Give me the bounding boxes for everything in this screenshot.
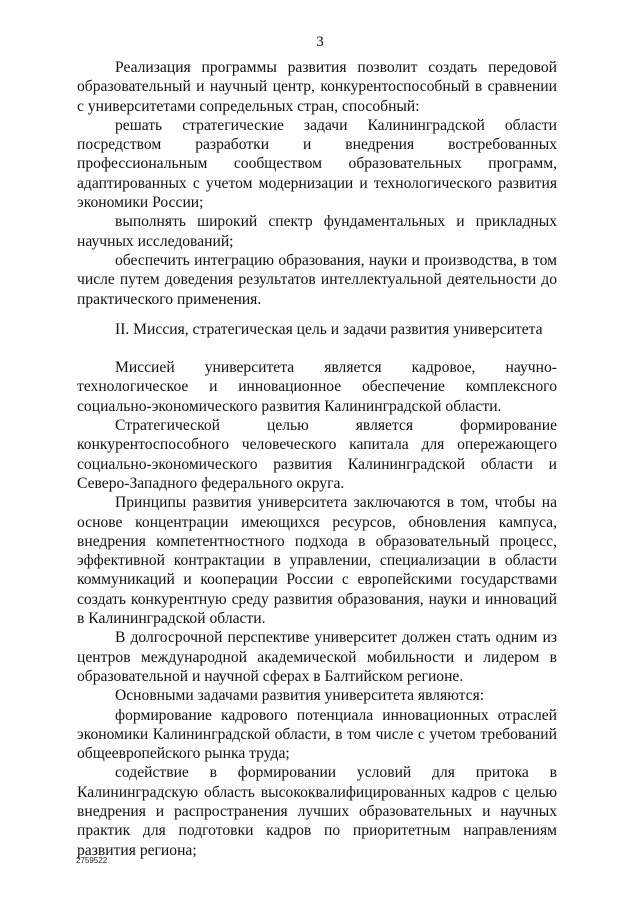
section-heading: II. Миссия, стратегическая цель и задачи развития университета	[115, 320, 543, 338]
paragraph-strategic-goal: Стратегической целью является формирование конкурентоспособного человеческого капитала для опережающего социально-экономического развития Калининградской области и Северо-Западного федерального округа.	[77, 417, 557, 492]
paragraph-intro: Реализация программы развития позволит создать передовой образовательный и научный центр, конкурентоспособный в сравнении с университетами сопредельных стран, способный:	[77, 59, 557, 115]
document-body	[77, 58, 557, 860]
paragraph-main-tasks: Основными задачами развития университета являются:	[115, 687, 485, 705]
document-code: 2759522	[76, 856, 108, 865]
paragraph-long-term: В долгосрочной перспективе университет должен стать одним из центров международной академической мобильности и лидером в образовательной и научной сферах в Балтийском регионе.	[77, 629, 557, 685]
paragraph-task-attraction: содействие в формировании условий для притока в Калининградскую область высококвалифицированных кадров с целью внедрения и распространения лучших образовательных и научных практик для подготовки кадров по приоритетным направлениям развития региона;	[77, 764, 557, 859]
paragraph-task-research: выполнять широкий спектр фундаментальных и прикладных научных исследований;	[77, 213, 557, 250]
paragraph-mission: Миссией университета является кадровое, научно-технологическое и инновационное обеспечение комплексного социально-экономического развития Калининградской области.	[77, 359, 557, 415]
paragraph-task-strategic: решать стратегические задачи Калининградской области посредством разработки и внедрения востребованных профессиональным сообществом образовательных программ, адаптированных с учетом модернизации и технологического развития экономики России;	[77, 116, 557, 212]
paragraph-task-integration: обеспечить интеграцию образования, науки и производства, в том числе путем доведения результатов интеллектуальной деятельности до практического применения.	[77, 251, 557, 308]
page-number: 3	[316, 34, 324, 50]
paragraph-principles: Принципы развития университета заключаются в том, чтобы на основе концентрации имеющихся ресурсов, обновления кампуса, внедрения компетентностного подхода в образовательный процесс, эффективной контрактации в управлении, специализации в области коммуникаций и кооперации России с европейскими государствами создать конкурентную среду развития образования, науки и инноваций в Калининградской области.	[77, 494, 557, 628]
paragraph-task-personnel: формирование кадрового потенциала инновационных отраслей экономики Калининградской области, в том числе с учетом требований общеевропейского рынка труда;	[77, 706, 557, 763]
